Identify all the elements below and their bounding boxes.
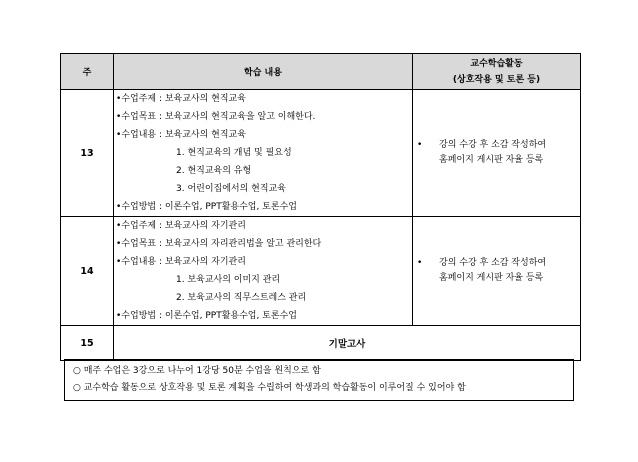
header-activity-title: 교수학습활동 (470, 58, 523, 69)
lesson-item: 2. 보육교사의 직무스트레스 관리 (176, 293, 307, 303)
lesson-activity (413, 217, 581, 326)
bullet-icon: • (417, 258, 423, 268)
note-line: ○ 교수학습 활동으로 상호작용 및 토론 계획을 수립하여 학생과의 학습활동이 이루어질 수 있어야 함 (73, 383, 466, 393)
header-activity (413, 54, 581, 90)
notes-box (64, 359, 574, 401)
header-row (61, 54, 581, 90)
header-week: 주 (61, 54, 114, 90)
schedule-table (60, 53, 581, 361)
lesson-content (114, 217, 413, 326)
lesson-topic: •수업주제 : 보육교사의 현직교육 (116, 94, 246, 104)
lesson-item: 1. 현직교육의 개념 및 필요성 (176, 148, 292, 158)
activity-line: 홈페이지 게시판 자율 등록 (439, 155, 544, 165)
week-number: 15 (61, 326, 114, 361)
table-row-week-13 (61, 90, 581, 217)
lesson-item: 1. 보육교사의 이미지 관리 (176, 275, 281, 285)
final-exam-label: 기말고사 (114, 326, 581, 361)
header-content: 학습 내용 (114, 54, 413, 90)
activity-line: 강의 수강 후 소감 작성하여 (439, 258, 547, 268)
lesson-item: 2. 현직교육의 유형 (176, 166, 252, 176)
lesson-content-label: •수업내용 : 보육교사의 자기관리 (116, 257, 246, 267)
activity-line: 강의 수강 후 소감 작성하여 (439, 140, 547, 150)
lesson-goal: •수업목표 : 보육교사의 자리관리법을 알고 관리한다 (116, 239, 322, 249)
lesson-content (114, 90, 413, 217)
lesson-topic: •수업주제 : 보육교사의 자기관리 (116, 221, 246, 231)
lesson-content-label: •수업내용 : 보육교사의 현직교육 (116, 130, 246, 140)
week-number: 13 (61, 90, 114, 217)
lesson-method: •수업방법 : 이론수업, PPT활용수업, 토론수업 (116, 311, 297, 321)
note-line: ○ 매주 수업은 3강으로 나누어 1강당 50분 수업을 원칙으로 함 (73, 366, 321, 376)
lesson-activity (413, 90, 581, 217)
lesson-item: 3. 어린이집에서의 현직교육 (176, 184, 286, 194)
lesson-method: •수업방법 : 이론수업, PPT활용수업, 토론수업 (116, 202, 297, 212)
table-row-week-14 (61, 217, 581, 326)
header-activity-subtitle: (상호작용 및 토론 등) (452, 74, 541, 85)
lesson-goal: •수업목표 : 보육교사의 현직교육을 알고 이해한다. (116, 112, 316, 122)
table-row-week-15 (61, 326, 581, 361)
activity-line: 홈페이지 게시판 자율 등록 (439, 273, 544, 283)
week-number: 14 (61, 217, 114, 326)
bullet-icon: • (417, 140, 423, 150)
